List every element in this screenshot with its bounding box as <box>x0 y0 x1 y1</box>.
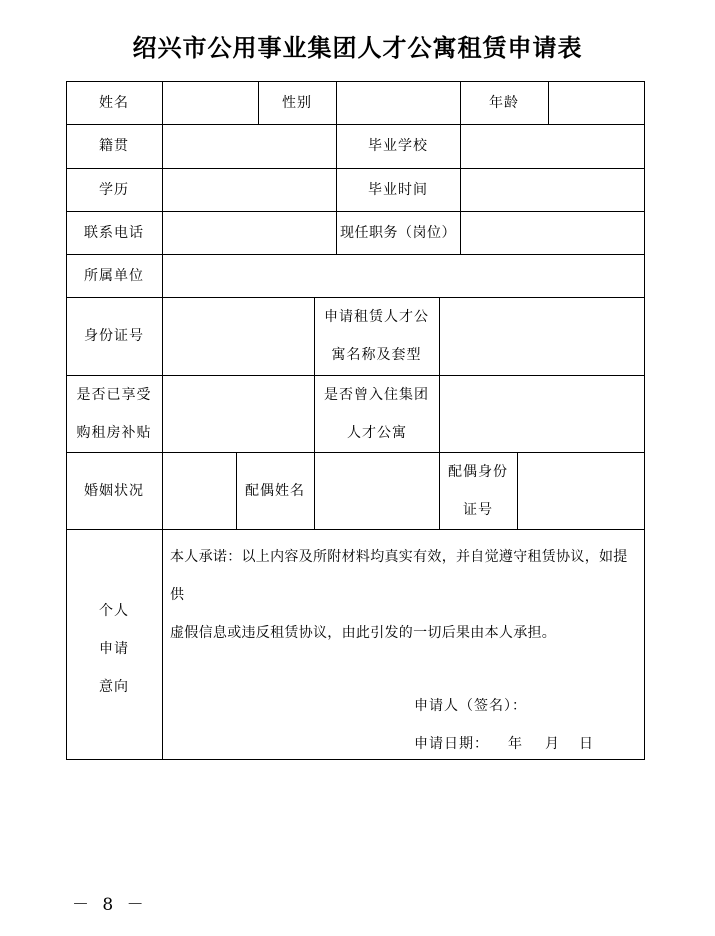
label-phone: 联系电话 <box>84 224 144 241</box>
name-field[interactable] <box>163 82 258 124</box>
label-grad-time: 毕业时间 <box>368 181 428 198</box>
label-gender: 性别 <box>282 95 312 111</box>
spouse-name-field[interactable] <box>315 453 439 528</box>
form-title: 绍兴市公用事业集团人才公寓租赁申请表 <box>132 34 583 62</box>
native-place-field[interactable] <box>163 125 336 167</box>
label-intent-line2: 申请 <box>99 641 129 657</box>
label-age: 年龄 <box>489 95 519 111</box>
pledge-line-2: 虚假信息或违反租赁协议，由此引发的一切后果由本人承担。 <box>170 625 557 641</box>
marital-status-field[interactable] <box>163 453 236 528</box>
school-field[interactable] <box>461 125 644 167</box>
label-apartment-name-line2: 寓名称及套型 <box>331 347 422 363</box>
label-apartment-name <box>314 297 439 375</box>
gender-field[interactable] <box>337 82 460 124</box>
label-marital-status: 婚姻状况 <box>84 482 144 499</box>
label-position: 现任职务（岗位） <box>340 224 456 241</box>
date-day: 日 <box>579 736 594 752</box>
table-border <box>644 81 645 760</box>
label-housing-subsidy-line2: 购租房补贴 <box>76 424 152 441</box>
label-lived-before <box>314 375 439 452</box>
position-field[interactable] <box>461 212 644 253</box>
label-apartment-name-line1: 申请租赁人才公 <box>324 309 429 325</box>
label-intent-line1: 个人 <box>99 603 129 619</box>
apartment-name-field[interactable] <box>440 298 644 374</box>
pledge-line-1: 本人承诺：以上内容及所附材料均真实有效，并自觉遵守租赁协议，如提供 <box>170 549 628 603</box>
label-spouse-id <box>439 452 517 529</box>
label-personal-intent <box>66 529 162 759</box>
application-date-label: 申请日期： <box>414 736 489 752</box>
date-month: 月 <box>545 736 560 752</box>
spouse-id-field[interactable] <box>518 453 644 528</box>
label-education: 学历 <box>99 181 129 198</box>
lived-before-field[interactable] <box>440 376 644 451</box>
label-id-number: 身份证号 <box>84 328 144 344</box>
label-unit: 所属单位 <box>84 267 144 284</box>
pledge-statement <box>170 538 640 652</box>
date-year: 年 <box>508 736 523 752</box>
label-housing-subsidy <box>66 375 162 452</box>
label-school: 毕业学校 <box>368 138 428 154</box>
applicant-signature-label: 申请人（签名）： <box>414 698 527 714</box>
unit-field[interactable] <box>163 255 644 296</box>
label-housing-subsidy-line1: 是否已享受 <box>76 386 152 403</box>
id-number-field[interactable] <box>163 298 314 374</box>
housing-subsidy-field[interactable] <box>163 376 314 451</box>
label-spouse-id-line2: 证号 <box>463 501 493 518</box>
label-lived-before-line2: 人才公寓 <box>347 424 407 441</box>
table-border <box>66 759 645 760</box>
label-lived-before-line1: 是否曾入住集团 <box>324 386 429 403</box>
label-spouse-name: 配偶姓名 <box>245 482 305 499</box>
age-field[interactable] <box>549 82 644 124</box>
label-native-place: 籍贯 <box>99 138 129 154</box>
education-field[interactable] <box>163 169 336 210</box>
label-intent-line3: 意向 <box>99 679 129 695</box>
label-name: 姓名 <box>99 95 129 111</box>
page-number: － 8 － <box>72 895 148 915</box>
label-spouse-id-line1: 配偶身份 <box>448 463 508 480</box>
phone-field[interactable] <box>163 212 336 253</box>
grad-time-field[interactable] <box>461 169 644 210</box>
